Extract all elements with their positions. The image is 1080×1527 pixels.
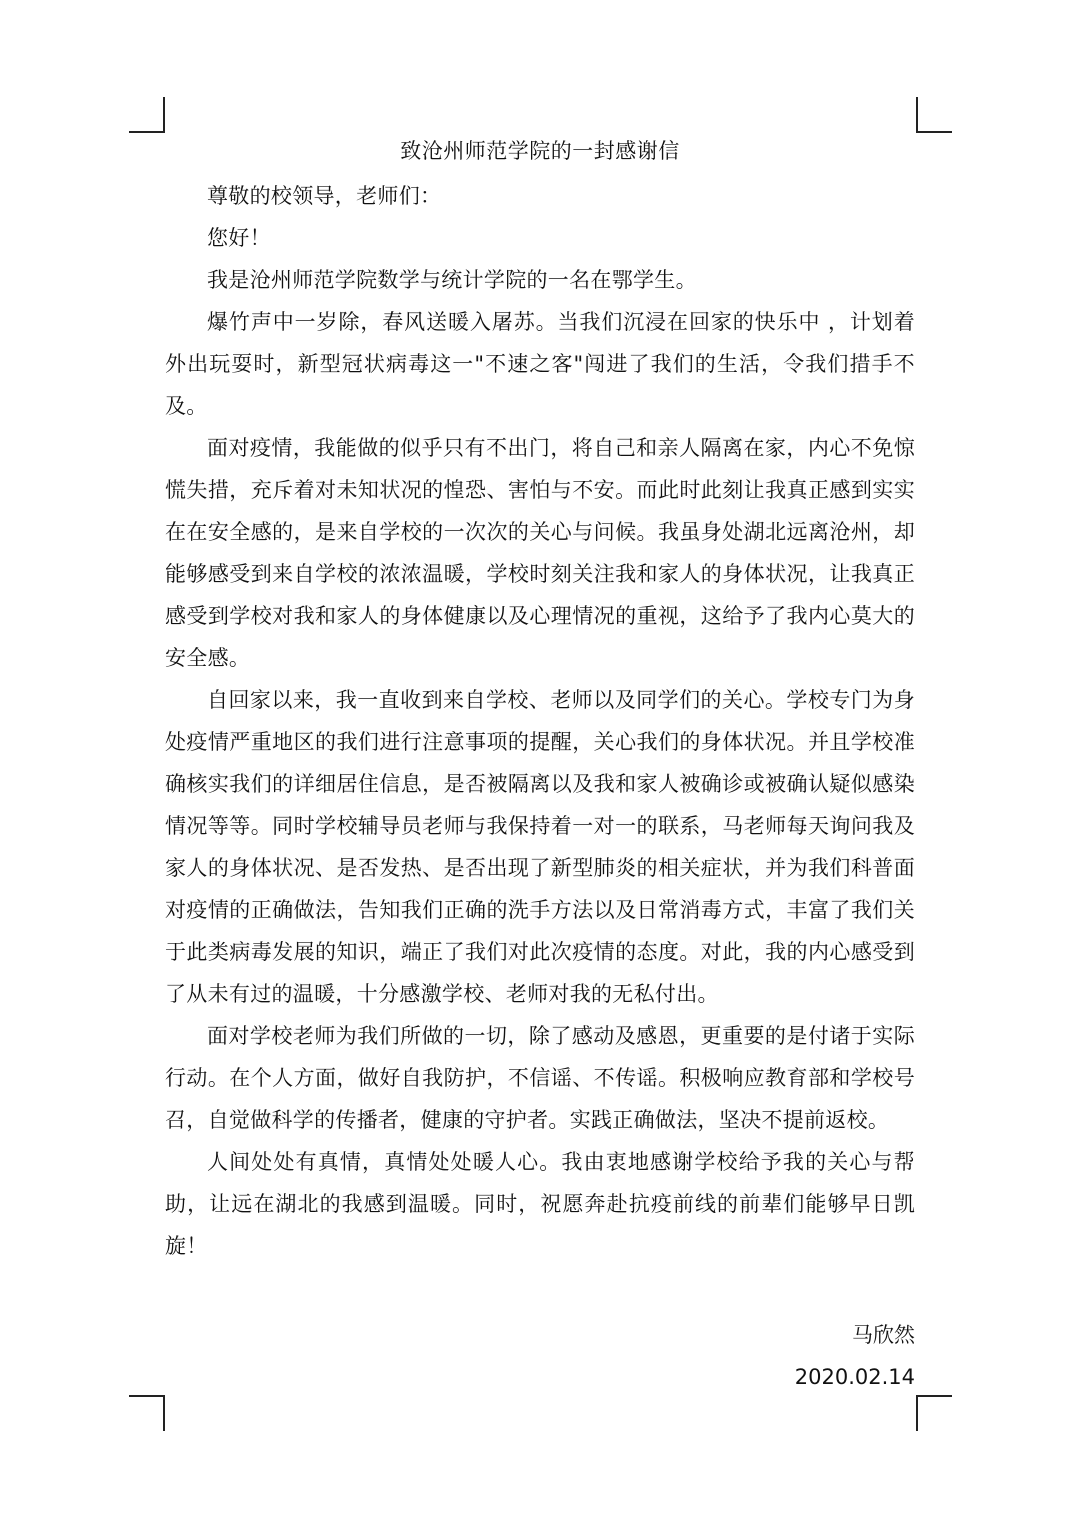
letter-title: 致沧州师范学院的一封感谢信 xyxy=(400,139,680,163)
signature-date: 2020.02.14 xyxy=(794,1365,915,1389)
paragraph-1: 我是沧州师范学院数学与统计学院的一名在鄂学生。 xyxy=(207,268,697,292)
paragraph-4: 自回家以来，我一直收到来自学校、老师以及同学们的关心。学校专门为身处疫情严重地区的我们进行注意事项的提醒，关心我们的身体状况。并且学校准确核实我们的详细居住信息，是否被隔离以及我和家人被确诊或被确认疑似感染情况等等。同时学校辅导员老师与我保持着一对一的联系，马老师每天询问我及家人的身体状况、是否发热、是否出现了新型肺炎的相关症状，并为我们科普面对疫情的正确做法，告知我们正确的洗手方法以及日常消毒方式，丰富了我们关于此类病毒发展的知识，端正了我们对此次疫情的态度。对此，我的内心感受到了从未有过的温暖，十分感激学校、老师对我的无私付出。 xyxy=(165,688,915,1006)
salutation: 尊敬的校领导，老师们： xyxy=(207,184,442,208)
signature-name: 马欣然 xyxy=(852,1323,915,1347)
crop-mark-bottom-left xyxy=(129,1395,165,1431)
paragraph-6: 人间处处有真情，真情处处暖人心。我由衷地感谢学校给予我的关心与帮助，让远在湖北的我感到温暖。同时，祝愿奔赴抗疫前线的前辈们能够早日凯旋！ xyxy=(165,1150,915,1258)
greeting: 您好！ xyxy=(207,226,271,250)
crop-mark-bottom-right xyxy=(916,1395,952,1431)
signature-block xyxy=(795,1314,915,1398)
paragraph-2: 爆竹声中一岁除，春风送暖入屠苏。当我们沉浸在回家的快乐中 ，计划着外出玩耍时，新型冠状病毒这一"不速之客"闯进了我们的生活，令我们措手不及。 xyxy=(165,310,915,418)
crop-mark-top-right xyxy=(916,97,952,133)
paragraph-5: 面对学校老师为我们所做的一切，除了感动及感恩，更重要的是付诸于实际行动。在个人方面，做好自我防护，不信谣、不传谣。积极响应教育部和学校号召，自觉做科学的传播者，健康的守护者。实践正确做法，坚决不提前返校。 xyxy=(165,1024,915,1132)
paragraph-3: 面对疫情，我能做的似乎只有不出门，将自己和亲人隔离在家，内心不免惊慌失措，充斥着对未知状况的惶恐、害怕与不安。而此时此刻让我真正感到实实在在安全感的，是来自学校的一次次的关心与问候。我虽身处湖北远离沧州，却能够感受到来自学校的浓浓温暖，学校时刻关注我和家人的身体状况，让我真正感受到学校对我和家人的身体健康以及心理情况的重视，这给予了我内心莫大的安全感。 xyxy=(165,436,915,670)
crop-mark-top-left xyxy=(129,97,165,133)
letter-body xyxy=(165,175,915,1267)
